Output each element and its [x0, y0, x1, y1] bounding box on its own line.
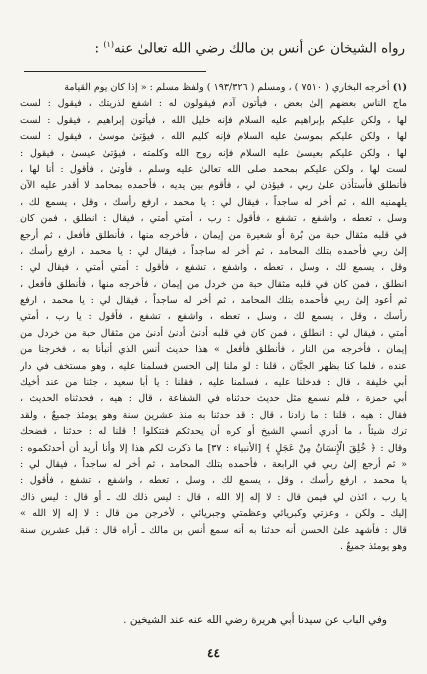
footnote-line: [20, 457, 407, 473]
heading-footnote-marker: (١): [103, 40, 114, 49]
footnote-number: (١): [392, 82, 407, 93]
footnote-line-text: ثم أعود إلىٰ ربي فأحمده بتلك المحامد ، ثم أخر له ساجداً ، فيقال لي : يا محمد ، ارفع: [20, 295, 407, 307]
heading-text: رواه الشيخان عن أنس بن مالك رضي الله تعالىٰ عنه: [113, 40, 405, 57]
footnote-line: [20, 424, 407, 440]
footnote-line-text: فقال : هيه ، قلنا : ما زادنا ، قال : قد حدثنا به منذ عشرين سنة وهو يومئذ جميعٌ ، ولقد: [20, 409, 407, 421]
footnote-line: [20, 195, 407, 211]
footnote-line: [20, 408, 407, 424]
footnote-line-text: أمتي ، فيقال لي : انطلق ، فمن كان في قلبه أدنىٰ أدنىٰ أدنىٰ من مثقال حبة من خردل من: [20, 327, 407, 339]
footnote-line-text: لها ، ولكن عليكم بموسىٰ عليه السلام فإنه كليم الله ، فيؤتىٰ موسىٰ ، فيقول : لست: [20, 131, 407, 143]
footnote-line: [20, 473, 407, 489]
footnote-line-text: عنده ، فلما كنا بظهر الجبَّان ، قلنا : لو ملنا إلى الحسن فسلمنا عليه ، وهو مستخف في دار: [20, 360, 407, 372]
footnote-line-text: قال : فأشهد علىٰ الحسن أنه حدثنا به أنه سمع أنس بن مالك ـ أُراه قال : قبل عشرين سنة: [20, 524, 407, 536]
footnote-line: [20, 359, 407, 375]
footnote-line: [20, 523, 407, 539]
footnote-line: [20, 342, 407, 358]
footnote-line-text: وقل ، يسمع لك ، وسل ، تعطه ، واشفع ، تشفع ، فأقول : أمتي أمتي ، فيقال لي :: [20, 262, 407, 274]
footnote-line-text: ترك شيئاً ، ما أدري أنسي الشيخ أو كره أن يحدثكم فتتكلوا ! قلنا له : حدثنا ، فضحك: [20, 426, 407, 438]
footnote-line: [20, 178, 407, 194]
footnote-line: [20, 506, 407, 522]
footnote-line-text: يا رب ، ائذن لي فيمن قال : لا إله إلا الله ، قال : ليس ذلك لك ـ أو قال : ليس ذاك: [20, 491, 407, 503]
footnote-line-text: إليك ـ ولكن ، وعزتي وكبريائي وعظمتي وجبريائي ، لأخرجن من قال : لا إله إلا الله »: [20, 508, 407, 520]
heading-suffix: :: [94, 40, 104, 57]
footnote-line-text: لها ، ولكن عليكم بعيسىٰ عليه السلام فإنه روح الله وكلمته ، فيؤتىٰ عيسىٰ ، فيقول :: [20, 147, 407, 159]
footnote-line-text: يلهمنيه الله ، ثم أخر له ساجداً ، فيقال لي : يا محمد ، ارفع رأسك ، وقل ، يسمع لك ،: [20, 196, 407, 208]
footnote-line: [20, 260, 407, 276]
page-number: ٤٤: [207, 646, 220, 660]
footnote-block: [20, 80, 407, 555]
footnote-line: [20, 277, 407, 293]
footnote-line: [20, 326, 407, 342]
footnote-line-text: في قلبه مثقال حبة من بُرة أو شعيرة من إيمان ، فأخرجه منها ، فأنطلق فأفعل ، ثم أرجع: [20, 229, 407, 241]
heading-line: [22, 36, 405, 58]
footnote-line-text: أبي حمزة ، فلم نسمع مثل حديث حدثناه في الشفاعة ، قال : هيه ، فحدثناه الحديث ،: [20, 393, 407, 405]
footnote-line: [20, 539, 407, 555]
footnote-line: [20, 113, 407, 129]
footnote-line-text: رأسك ، وقل ، يسمع لك ، وسل ، تعطه ، واشفع ، تشفع ، فأقول : يا رب ، أمتي: [20, 311, 407, 323]
footnote-line-text: وهو يومئذ جميعٌ .: [339, 540, 407, 552]
footnote-line: [20, 490, 407, 506]
footnote-line: [20, 391, 407, 407]
footnote-line: [20, 375, 407, 391]
footnote-line-text: لست لها ، ولكن عليكم بمحمد صلى الله تعالىٰ عليه وسلم ، فأوتىٰ ، فأقول : أنا لها ،: [20, 163, 407, 175]
footnote-line-text: إلىٰ ربي فأحمده بتلك المحامد ، ثم أخر له ساجداً ، فيقال لي : يا محمد ، ارفع رأسك ،: [20, 245, 407, 257]
footnote-line: [20, 441, 407, 457]
footnote-line: [20, 244, 407, 260]
footnote-line: [20, 293, 407, 309]
footnote-line-text: « ثم أرجع إلىٰ ربي في الرابعة ، فأحمده بتلك المحامد ، ثم أخر له ساجداً ، فيقال لي :: [20, 458, 407, 470]
footnote-line: [20, 146, 407, 162]
closing-line: وفي الباب عن سيدنا أبي هريرة رضي الله عنه عند الشيخين .: [123, 614, 387, 626]
footnote-line-text: فأنطلق فأستأذن علىٰ ربي ، فيؤذن لي ، فأقوم بين يديه ، فأحمده بمحامد لا أقدر عليه الآن: [20, 180, 407, 192]
footnote-line-text: وسل ، تعطه ، واشفع ، تشفع ، فأقول : رب ، أمتي أمتي ، فيقال : انطلق ، فمن كان: [20, 213, 407, 225]
footnote-line-text: ماج الناس بعضهم إلىٰ بعض ، فيأتون آدم فيقولون له : اشفع لذريتك ، فيقول : لست: [20, 98, 407, 110]
footnote-line: [20, 211, 407, 227]
footnote-line-text: يا محمد ، ارفع رأسك ، وقل ، يسمع لك ، وسل ، تعطه ، واشفع ، تشفع ، فأقول :: [20, 475, 407, 487]
footnote-line: [20, 228, 407, 244]
footnote-line-text: لها ، ولكن عليكم بإبراهيم عليه السلام فإنه خليل الله ، فيأتون إبراهيم ، فيقول : لست: [20, 114, 407, 126]
footnote-line: [20, 129, 407, 145]
footnote-line: [20, 309, 407, 325]
footnote-line-text: انطلق ، فمن كان في قلبه مثقال حبة من خردل من إيمان ، فأخرجه منها ، فأنطلق فأفعل ،: [20, 278, 407, 290]
footnote-line: [20, 80, 407, 96]
footnote-line: [20, 162, 407, 178]
footnote-line: [20, 96, 407, 112]
footnote-line-text: أبي خليفة ، قال : فدخلنا عليه ، فسلمنا عليه ، فقلنا : يا أبا سعيد ، جئنا من عند أخيك: [20, 377, 407, 389]
footnote-line-text: وقال : ﴿ خُلِقَ الْإِنسَانُ مِنْ عَجَلٍ ﴾ [الأنبياء : ٣٧] ما ذكرت لكم هذا إلا وأنا أريد أن أحدثكموه :: [20, 442, 407, 454]
footnote-line-text: إيمان ، فأخرجه من النار ، فأنطلق فأفعل » هذا حديث أنس الذي أنبأنا به ، فخرجنا من: [20, 344, 407, 356]
footnote-line-text: أخرجه البخاري ( ٧٥١٠ ) ، ومسلم ( ١٩٣/٣٢٦ ) ولفظ مسلم : « إذا كان يوم القيامة: [64, 82, 390, 93]
footnote-separator: [24, 71, 206, 72]
